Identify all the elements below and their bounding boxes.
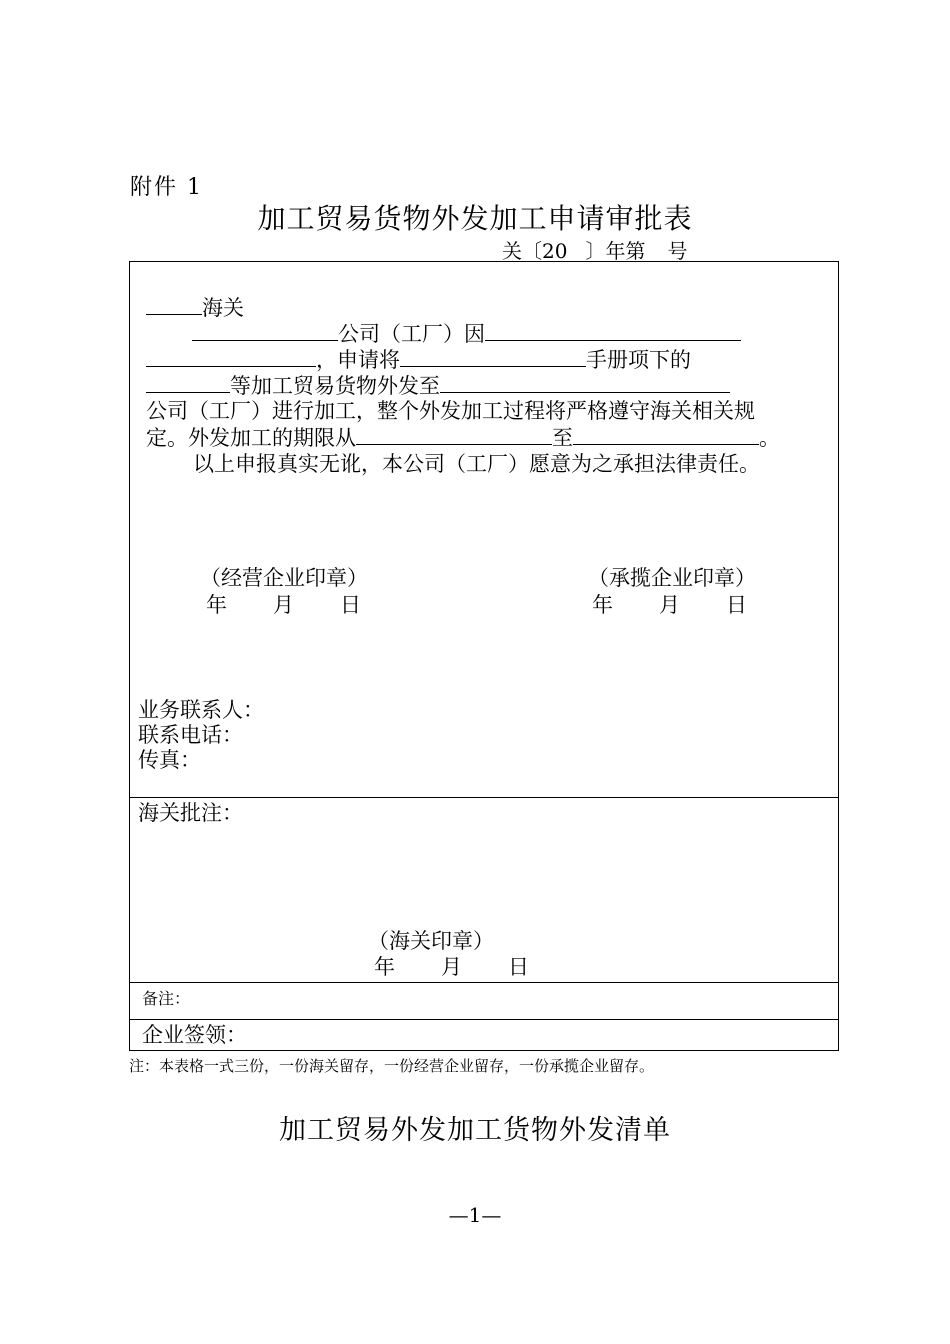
- period-start-blank[interactable]: [356, 424, 552, 445]
- manual-number-blank[interactable]: [400, 346, 586, 367]
- date-year: 年: [206, 593, 227, 617]
- app-line-5-mid: 至: [552, 426, 573, 450]
- declaration: 以上申报真实无讹，本公司（工厂）愿意为之承担法律责任。: [193, 452, 760, 476]
- phone-label: 联系电话：: [138, 723, 243, 747]
- app-line-4: 公司（工厂）进行加工，整个外发加工过程将严格遵守海关相关规: [146, 399, 755, 423]
- doc-number-prefix: 关〔: [502, 239, 542, 263]
- app-line-5-end: 。: [759, 426, 780, 450]
- company-name-blank[interactable]: [192, 320, 338, 341]
- app-line-2-text: ，申请将: [316, 348, 400, 372]
- section-divider: [130, 797, 838, 798]
- customs-line: [146, 294, 244, 321]
- document-number: [502, 235, 687, 264]
- date-day: 日: [340, 593, 361, 617]
- app-line-5-text: 定。外发加工的期限从: [146, 426, 356, 450]
- app-line-1-text: 公司（工厂）因: [338, 322, 485, 346]
- app-line-2-end: 手册项下的: [586, 348, 691, 372]
- application-form: [129, 261, 839, 1051]
- customs-suffix: 海关: [202, 296, 244, 320]
- second-title: 加工贸易外发加工货物外发清单: [279, 1115, 671, 1146]
- date-year: 年: [374, 955, 395, 979]
- doc-number-suffix: 号: [667, 239, 688, 263]
- customs-seal-date: [374, 954, 529, 980]
- section-divider: [130, 982, 838, 983]
- doc-number-year: 20: [542, 239, 568, 263]
- date-day: 日: [726, 593, 747, 617]
- remarks-label: 备注：: [142, 989, 191, 1008]
- app-line-5: [146, 424, 780, 451]
- period-end-blank[interactable]: [573, 424, 759, 445]
- customs-approval-label: 海关批注：: [138, 801, 243, 825]
- fax-label: 传真：: [138, 748, 201, 772]
- customs-name-blank[interactable]: [146, 294, 202, 315]
- footnote: 注：本表格一式三份，一份海关留存，一份经营企业留存，一份承揽企业留存。: [129, 1057, 655, 1075]
- goods-blank[interactable]: [146, 372, 230, 393]
- reason-cont-blank[interactable]: [146, 346, 316, 367]
- contracting-seal-date: [592, 592, 747, 618]
- reason-blank[interactable]: [485, 320, 741, 341]
- signature-label: 企业签领：: [142, 1023, 247, 1047]
- contact-person-label: 业务联系人：: [138, 698, 264, 722]
- date-month: 月: [273, 593, 294, 617]
- form-title: 加工贸易货物外发加工申请审批表: [257, 202, 693, 235]
- date-month: 月: [659, 593, 680, 617]
- contracting-seal-label: （承揽企业印章）: [588, 566, 756, 590]
- date-month: 月: [441, 955, 462, 979]
- attachment-label: 附件 1: [130, 175, 203, 200]
- section-divider: [130, 1019, 838, 1020]
- operating-seal-label: （经营企业印章）: [200, 566, 368, 590]
- doc-number-bracket: 〕年第: [585, 239, 646, 263]
- operating-seal-date: [206, 592, 361, 618]
- page-number: —1—: [448, 1203, 502, 1227]
- app-line-3: [146, 372, 730, 399]
- app-line-1: [192, 320, 741, 347]
- customs-seal-label: （海关印章）: [368, 929, 494, 953]
- date-day: 日: [508, 955, 529, 979]
- app-line-3-text: 等加工贸易货物外发至: [230, 374, 440, 398]
- date-year: 年: [592, 593, 613, 617]
- app-line-2: [146, 346, 691, 373]
- contractor-blank[interactable]: [440, 372, 730, 393]
